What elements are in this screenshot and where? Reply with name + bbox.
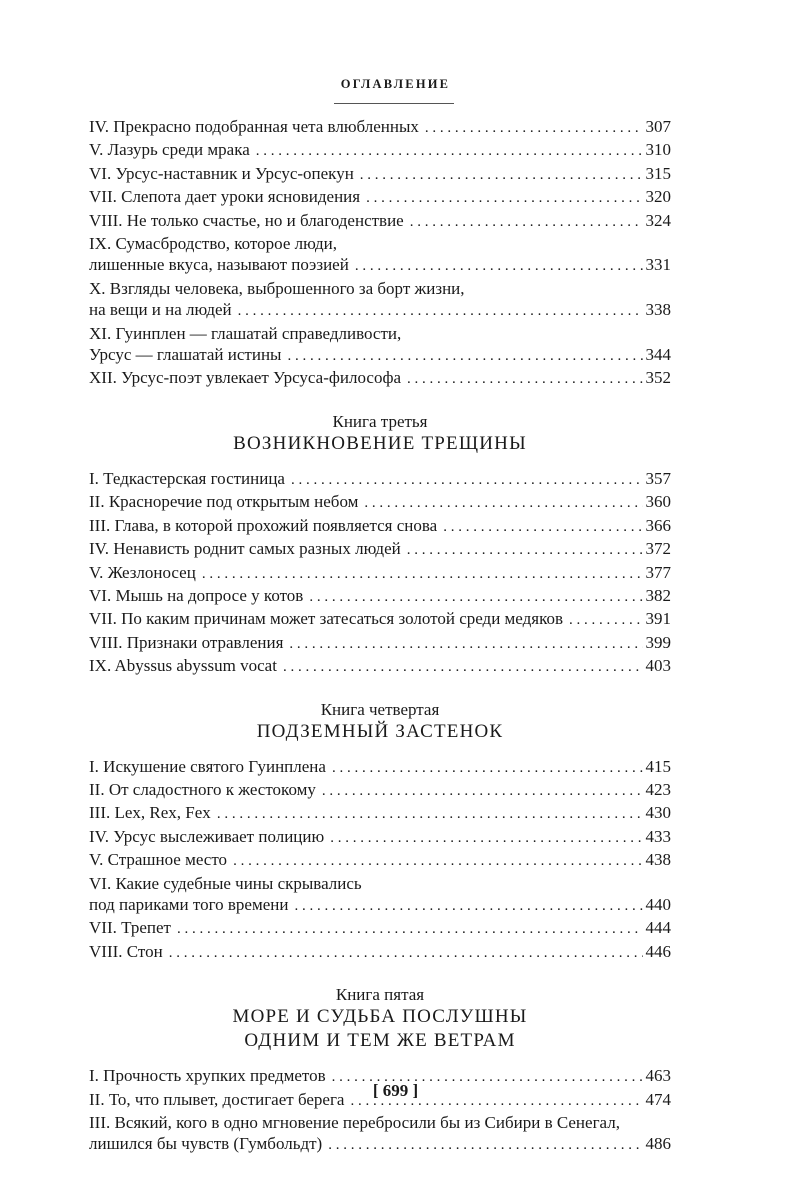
toc-entry[interactable] [89, 1112, 671, 1157]
dot-leader [291, 470, 643, 491]
book-label: Книга четвертая [320, 699, 440, 719]
toc-entry-title: VIII. Не только счастье, но и благоденствие [89, 210, 404, 230]
toc-entry[interactable] [89, 941, 671, 964]
toc-entry[interactable] [89, 116, 671, 139]
toc-entry-row [89, 139, 671, 162]
toc-entry[interactable] [89, 608, 671, 631]
toc-page-number: 463 [645, 1066, 671, 1086]
toc-page-number: 440 [645, 894, 671, 914]
toc-page-number: 360 [645, 492, 671, 512]
toc-entry-title: V. Страшное место [89, 850, 228, 870]
toc-entry-title: V. Лазурь среди мрака [89, 140, 250, 160]
toc-entry[interactable] [89, 163, 671, 186]
toc-page-number: 352 [645, 368, 671, 388]
toc-entry-title: VII. Трепет [89, 918, 171, 938]
toc-entry[interactable] [89, 278, 671, 323]
toc-page-number: 377 [645, 562, 671, 582]
dot-leader [360, 165, 643, 186]
toc-entry-row [89, 538, 671, 561]
toc-entry-title: IV. Прекрасно подобранная чета влюбленных [89, 117, 419, 136]
toc-entry-row [89, 1133, 671, 1156]
dot-leader [410, 212, 643, 233]
toc-entry[interactable] [89, 849, 671, 872]
table-of-contents [89, 116, 671, 1157]
dot-leader [425, 118, 643, 139]
toc-entry-row [89, 344, 671, 367]
toc-page-number: 486 [645, 1134, 671, 1154]
toc-entry[interactable] [89, 917, 671, 940]
dot-leader [283, 657, 643, 678]
toc-page-number: 433 [645, 826, 671, 846]
toc-entry-title-line: VI. Какие судебные чины скрывались [89, 873, 362, 893]
dot-leader [294, 896, 642, 917]
book-title-line: МОРЕ И СУДЬБА ПОСЛУШНЫ [232, 1006, 528, 1028]
toc-page-number: 344 [645, 345, 671, 365]
toc-entry-title: Урсус — глашатай истины [89, 345, 282, 365]
dot-leader [330, 828, 642, 849]
dot-leader [256, 141, 643, 162]
book-title-line: ПОДЗЕМНЫЙ ЗАСТЕНОК [256, 720, 504, 742]
toc-entry-title: II. Красноречие под открытым небом [89, 492, 359, 512]
toc-entry[interactable] [89, 491, 671, 514]
toc-entry-row [89, 608, 671, 631]
toc-entry[interactable] [89, 873, 671, 918]
toc-entry-title: V. Жезлоносец [89, 562, 196, 582]
toc-entry-title: IX. Abyssus abyssum vocat [89, 656, 277, 676]
toc-entry[interactable] [89, 139, 671, 162]
toc-entry-title: I. Искушение святого Гуинплена [89, 756, 326, 776]
toc-entry-title: VII. Слепота дает уроки ясновидения [89, 187, 361, 207]
toc-page-number: 331 [645, 255, 671, 275]
toc-page-number: 399 [645, 632, 671, 652]
toc-page-number: 338 [645, 300, 671, 320]
toc-entry-title: II. То, что плывет, достигает берега [89, 1089, 345, 1109]
toc-entry-row [89, 756, 671, 779]
toc-entry-title: VII. По каким причинам может затесаться золотой среди медяков [89, 609, 564, 629]
toc-page-number: 324 [645, 210, 671, 230]
dot-leader [364, 493, 642, 514]
toc-entry-row [89, 210, 671, 233]
toc-entry-title: II. От сладостного к жестокому [89, 779, 316, 799]
toc-entry-title: лишенные вкуса, называют поэзией [89, 255, 349, 275]
toc-page-number: 444 [645, 918, 671, 938]
book-label: Книга пятая [335, 985, 425, 1005]
book-heading [89, 411, 671, 456]
page-number: [ 699 ] [372, 1081, 419, 1100]
toc-entry-title: VI. Урсус-наставник и Урсус-опекун [89, 163, 354, 183]
dot-leader [233, 851, 642, 872]
dot-leader [332, 758, 643, 779]
toc-page-number: 423 [645, 779, 671, 799]
book-title [89, 720, 671, 744]
toc-entry-title: под париками того времени [89, 894, 289, 914]
toc-entry[interactable] [89, 515, 671, 538]
toc-page-number: 446 [645, 941, 671, 961]
toc-entry-row [89, 917, 671, 940]
toc-entry-row [89, 849, 671, 872]
book-title [89, 432, 671, 456]
toc-page-number: 372 [645, 539, 671, 559]
toc-entry-title: VI. Мышь на допросе у котов [89, 585, 304, 605]
toc-entry[interactable] [89, 802, 671, 825]
toc-entry-title: на вещи и на людей [89, 300, 232, 320]
toc-entry-title-line: X. Взгляды человека, выброшенного за борт жизни, [89, 278, 465, 298]
dot-leader [569, 610, 642, 631]
toc-page-number: 474 [645, 1089, 671, 1109]
running-head: ОГЛАВЛЕНИЕ [340, 77, 451, 91]
dot-leader [287, 346, 642, 367]
dot-leader [169, 943, 643, 964]
toc-page-number: 366 [645, 515, 671, 535]
book-heading [89, 699, 671, 744]
toc-entry-row [89, 299, 671, 322]
toc-entry-title-line: III. Всякий, кого в одно мгновение перебросили бы из Сибири в Сенегал, [89, 1113, 620, 1132]
toc-page-number: 320 [645, 187, 671, 207]
toc-page-number: 391 [645, 609, 671, 629]
toc-entry-row [89, 894, 671, 917]
dot-leader [407, 369, 642, 390]
toc-entry-row [89, 116, 671, 139]
toc-entry-title: III. Глава, в которой прохожий появляется снова [89, 515, 438, 535]
dot-leader [202, 564, 643, 585]
toc-entry[interactable] [89, 655, 671, 678]
toc-entry[interactable] [89, 323, 671, 368]
toc-entry-row [89, 468, 671, 491]
book-title-line: ОДНИМ И ТЕМ ЖЕ ВЕТРАМ [244, 1030, 516, 1052]
running-head-rule [334, 103, 454, 104]
toc-page-number: 310 [645, 140, 671, 160]
dot-leader [322, 781, 643, 802]
toc-entry[interactable] [89, 186, 671, 209]
toc-entry-title: I. Прочность хрупких предметов [89, 1066, 326, 1086]
dot-leader [443, 517, 642, 538]
toc-page-number: 307 [645, 117, 671, 136]
toc-entry-row [89, 826, 671, 849]
dot-leader [217, 804, 643, 825]
toc-page-number: 315 [645, 163, 671, 183]
toc-entry-title: I. Тедкастерская гостиница [89, 468, 285, 488]
toc-page-number: 382 [645, 585, 671, 605]
toc-entry-row [89, 367, 671, 390]
toc-entry-title: VIII. Признаки отравления [89, 632, 284, 652]
toc-entry-row [89, 254, 671, 277]
toc-entry-row [89, 491, 671, 514]
toc-entry[interactable] [89, 468, 671, 491]
book-title-line: ВОЗНИКНОВЕНИЕ ТРЕЩИНЫ [233, 432, 527, 454]
toc-entry-row [89, 802, 671, 825]
toc-entry-title-line: IX. Сумасбродство, которое люди, [89, 234, 337, 254]
toc-entry-row [89, 585, 671, 608]
toc-entry-row [89, 632, 671, 655]
toc-page-number: 403 [645, 656, 671, 676]
dot-leader [407, 540, 643, 561]
toc-entry[interactable] [89, 632, 671, 655]
toc-entry-row [89, 562, 671, 585]
toc-entry-title: IV. Урсус выслеживает полицию [89, 826, 325, 846]
toc-entry-row [89, 779, 671, 802]
book-heading [89, 984, 671, 1053]
dot-leader [309, 587, 642, 608]
toc-page-number: 415 [645, 756, 671, 776]
dot-leader [289, 634, 642, 655]
dot-leader [366, 188, 642, 209]
toc-entry-title-line: XI. Гуинплен — глашатай справедливости, [89, 323, 402, 343]
toc-entry-title: IV. Ненависть роднит самых разных людей [89, 539, 401, 559]
dot-leader [238, 301, 643, 322]
dot-leader [355, 256, 643, 277]
toc-entry[interactable] [89, 826, 671, 849]
dot-leader [177, 919, 643, 940]
toc-entry[interactable] [89, 562, 671, 585]
toc-entry[interactable] [89, 756, 671, 779]
toc-entry-title: лишился бы чувств (Гумбольдт) [89, 1134, 323, 1154]
book-title [89, 1005, 671, 1053]
toc-entry-title: VIII. Стон [89, 941, 163, 961]
book-label: Книга третья [332, 411, 428, 431]
toc-entry-row [89, 941, 671, 964]
toc-entry-row [89, 655, 671, 678]
toc-entry[interactable] [89, 367, 671, 390]
toc-entry[interactable] [89, 779, 671, 802]
toc-entry-row [89, 163, 671, 186]
toc-entry-row [89, 186, 671, 209]
toc-entry-title: III. Lex, Rex, Fex [89, 803, 211, 823]
toc-entry-row [89, 515, 671, 538]
toc-entry[interactable] [89, 585, 671, 608]
toc-entry[interactable] [89, 538, 671, 561]
toc-entry-title: XII. Урсус-поэт увлекает Урсуса-философа [89, 368, 402, 388]
toc-page-number: 430 [645, 803, 671, 823]
toc-page-number: 357 [645, 468, 671, 488]
toc-page-number: 438 [645, 850, 671, 870]
dot-leader [328, 1135, 642, 1156]
toc-entry[interactable] [89, 210, 671, 233]
toc-entry[interactable] [89, 233, 671, 278]
